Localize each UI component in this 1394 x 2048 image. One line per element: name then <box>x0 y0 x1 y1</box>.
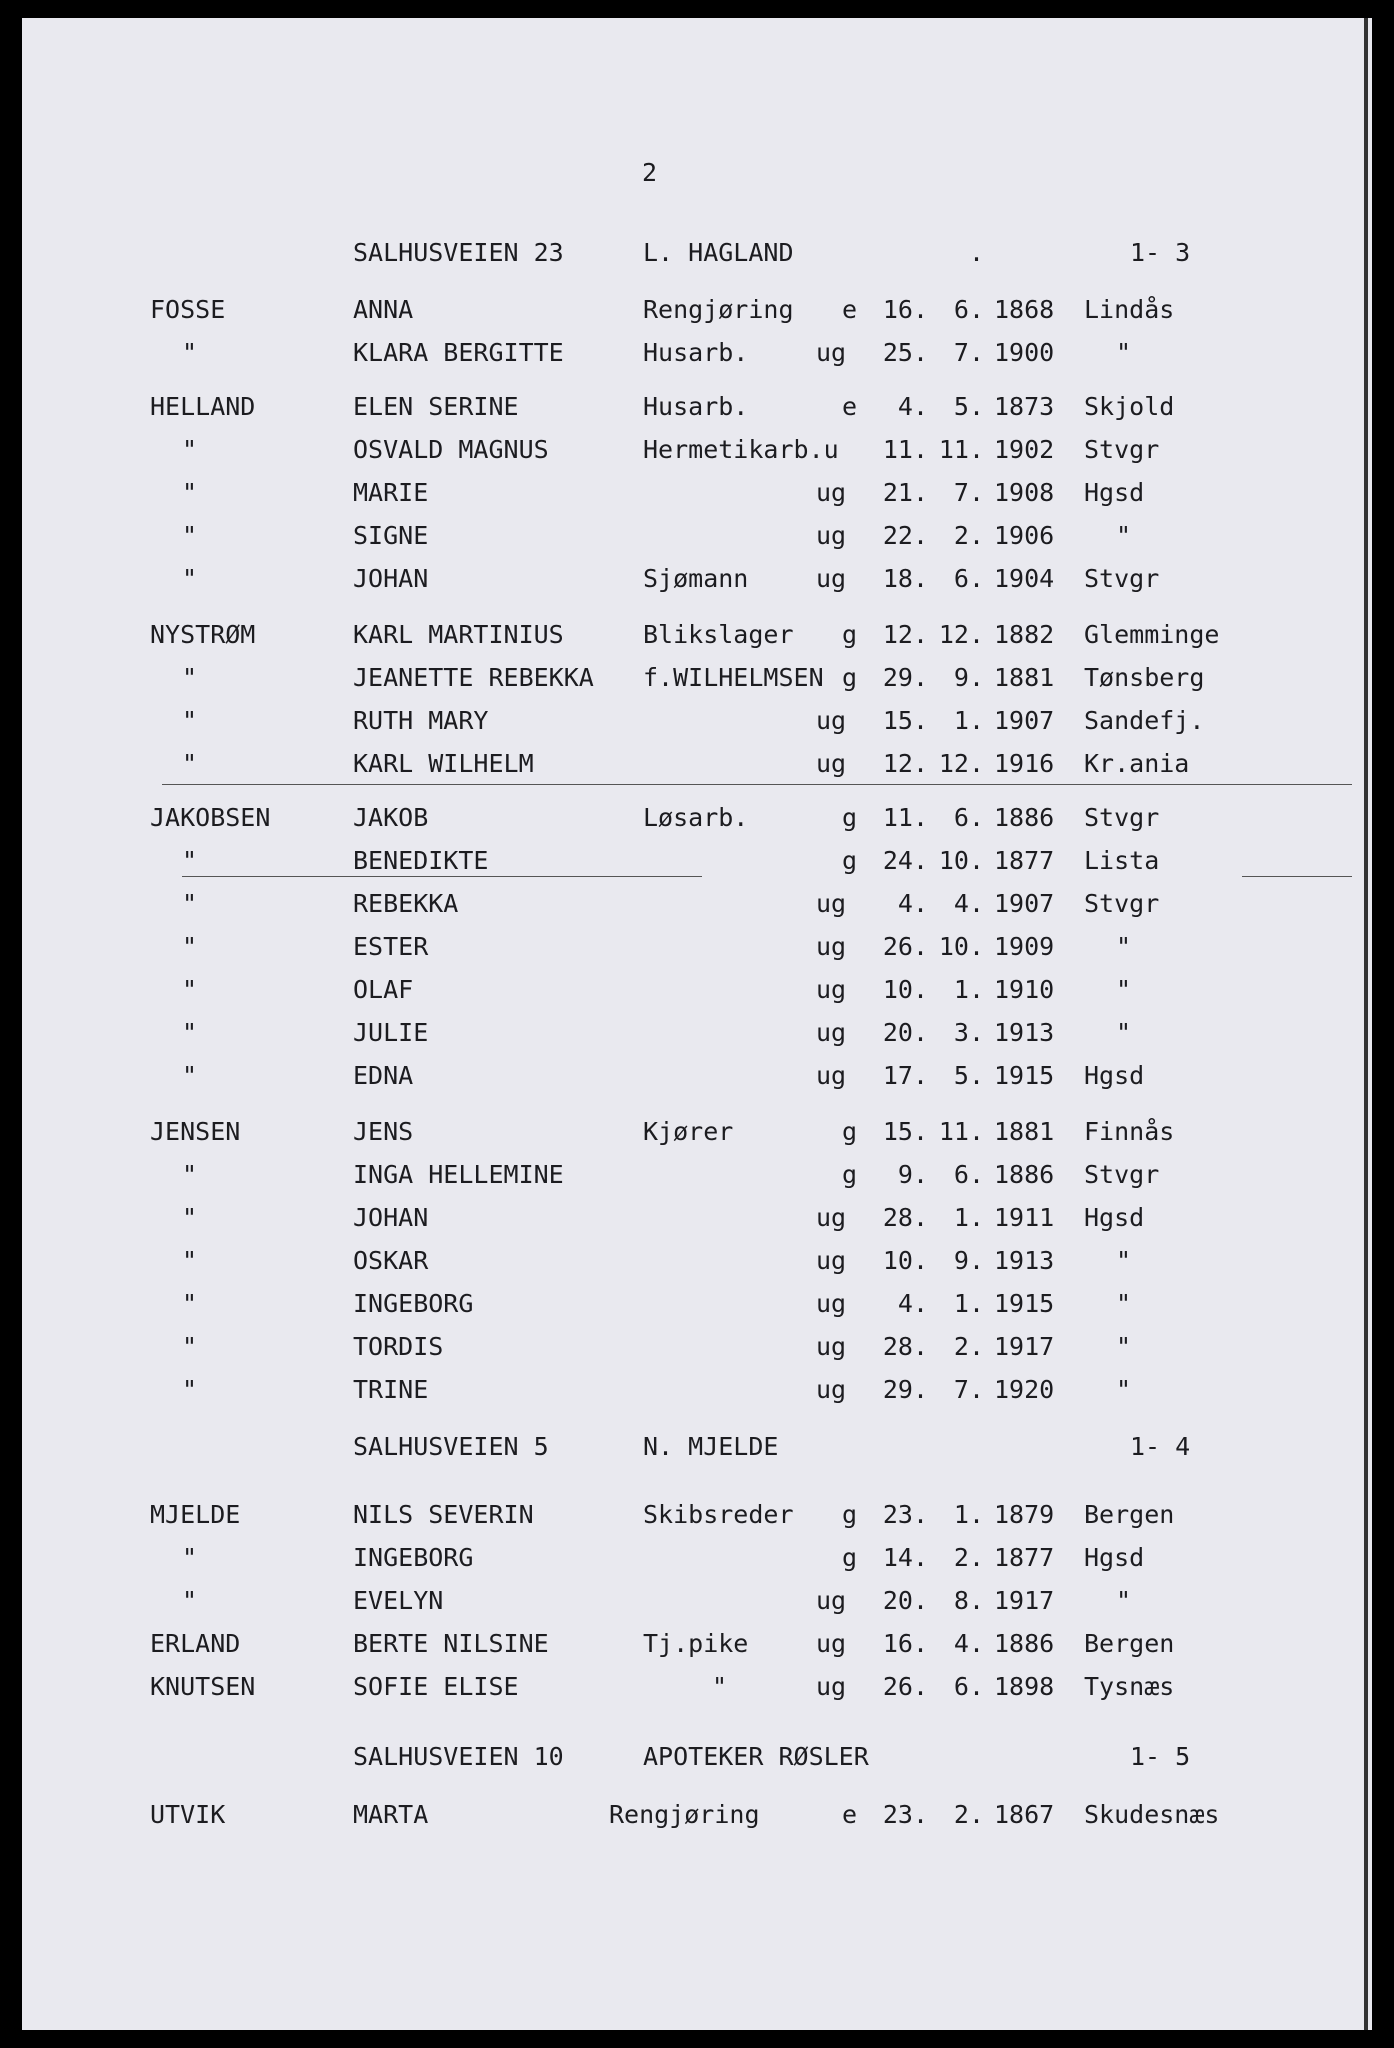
address-header <box>22 236 1372 270</box>
birth-year: 1913 <box>994 1018 1055 1047</box>
birthplace: " <box>1116 932 1132 961</box>
address-header <box>22 1430 1372 1464</box>
marital-status: g <box>842 1500 858 1529</box>
first-name: REBEKKA <box>353 889 459 918</box>
first-name: MARIE <box>353 478 429 507</box>
birth-month: 6. <box>953 1672 984 1701</box>
marital-status: ug <box>816 975 847 1004</box>
person-row <box>22 1498 1372 1532</box>
first-name: BENEDIKTE <box>353 846 489 875</box>
person-row <box>22 336 1372 370</box>
birth-day: 28. <box>882 1203 928 1232</box>
first-name: ELEN SERINE <box>353 392 519 421</box>
marital-status: ug <box>816 478 847 507</box>
person-row <box>22 1330 1372 1364</box>
birth-day: 29. <box>882 663 928 692</box>
birth-month: 1. <box>953 1203 984 1232</box>
birth-month: 6. <box>953 564 984 593</box>
birth-day: 11. <box>882 803 928 832</box>
first-name: OSKAR <box>353 1246 429 1275</box>
surname: " <box>182 663 198 692</box>
first-name: INGEBORG <box>353 1289 474 1318</box>
birth-year: 1920 <box>994 1375 1055 1404</box>
birth-year: 1916 <box>994 749 1055 778</box>
birth-month: 1. <box>953 706 984 735</box>
house-owner: L. HAGLAND <box>643 238 794 267</box>
document-page <box>22 18 1372 2030</box>
surname: " <box>182 1586 198 1615</box>
reference-number: 1- 4 <box>1130 1432 1191 1461</box>
divider-line <box>162 784 1352 785</box>
birthplace: Glemminge <box>1084 620 1220 649</box>
birth-day: 4. <box>897 392 928 421</box>
marital-status: ug <box>816 521 847 550</box>
birth-day: 12. <box>882 749 928 778</box>
occupation: Tj.pike <box>643 1629 749 1658</box>
birthplace: " <box>1116 1332 1132 1361</box>
occupation: Skibsreder <box>643 1500 794 1529</box>
birth-month: 7. <box>953 338 984 367</box>
marital-status: g <box>842 1117 858 1146</box>
birthplace: Tysnæs <box>1084 1672 1175 1701</box>
surname: " <box>182 932 198 961</box>
birth-day: 12. <box>882 620 928 649</box>
person-row <box>22 704 1372 738</box>
first-name: JULIE <box>353 1018 429 1047</box>
birthplace: Hgsd <box>1084 1061 1145 1090</box>
first-name: BERTE NILSINE <box>353 1629 549 1658</box>
marital-status: ug <box>816 564 847 593</box>
birth-year: 1877 <box>994 1543 1055 1572</box>
birthplace: Kr.ania <box>1084 749 1190 778</box>
person-row <box>22 1373 1372 1407</box>
birth-month: 6. <box>953 803 984 832</box>
person-row <box>22 618 1372 652</box>
birth-year: 1909 <box>994 932 1055 961</box>
surname: " <box>182 1332 198 1361</box>
birth-month: 6. <box>953 1160 984 1189</box>
marital-status: ug <box>816 1672 847 1701</box>
marital-status: g <box>842 846 858 875</box>
birth-year: 1882 <box>994 620 1055 649</box>
divider-line <box>182 876 702 877</box>
first-name: SOFIE ELISE <box>353 1672 519 1701</box>
birth-year: 1879 <box>994 1500 1055 1529</box>
first-name: ESTER <box>353 932 429 961</box>
marital-status: ug <box>816 932 847 961</box>
surname: " <box>182 1543 198 1572</box>
person-row <box>22 801 1372 835</box>
birth-day: 16. <box>882 295 928 324</box>
birthplace: " <box>1116 521 1132 550</box>
birth-day: 20. <box>882 1018 928 1047</box>
divider-line <box>1242 876 1352 877</box>
surname: " <box>182 1160 198 1189</box>
address: SALHUSVEIEN 5 <box>353 1432 549 1461</box>
birth-month: 1. <box>953 1500 984 1529</box>
birthplace: Stvgr <box>1084 889 1160 918</box>
surname: " <box>182 975 198 1004</box>
birth-month: 10. <box>938 846 984 875</box>
ink-mark: . <box>969 238 985 267</box>
birthplace: Skjold <box>1084 392 1175 421</box>
occupation: Husarb. <box>643 338 749 367</box>
birth-day: 15. <box>882 706 928 735</box>
birthplace: Stvgr <box>1084 1160 1160 1189</box>
marital-status: ug <box>816 1586 847 1615</box>
occupation: Husarb. <box>643 392 749 421</box>
surname: MJELDE <box>150 1500 241 1529</box>
birth-year: 1908 <box>994 478 1055 507</box>
surname: NYSTRØM <box>150 620 256 649</box>
marital-status: ug <box>816 706 847 735</box>
birthplace: " <box>1116 338 1132 367</box>
birth-year: 1867 <box>994 1800 1055 1829</box>
marital-status: ug <box>816 1246 847 1275</box>
birthplace: " <box>1116 1375 1132 1404</box>
birthplace: Lista <box>1084 846 1160 875</box>
marital-status: g <box>842 620 858 649</box>
person-row <box>22 747 1372 781</box>
birth-day: 26. <box>882 932 928 961</box>
person-row <box>22 1016 1372 1050</box>
birth-year: 1886 <box>994 803 1055 832</box>
occupation: Rengjøring <box>609 1800 760 1829</box>
person-row <box>22 1158 1372 1192</box>
birth-day: 10. <box>882 975 928 1004</box>
birth-day: 28. <box>882 1332 928 1361</box>
surname: " <box>182 1061 198 1090</box>
occupation: f.WILHELMSEN <box>643 663 824 692</box>
surname: JENSEN <box>150 1117 241 1146</box>
birth-year: 1886 <box>994 1160 1055 1189</box>
birthplace: Stvgr <box>1084 803 1160 832</box>
birth-day: 25. <box>882 338 928 367</box>
birth-day: 4. <box>897 889 928 918</box>
marital-status: g <box>842 803 858 832</box>
birth-month: 5. <box>953 392 984 421</box>
first-name: TORDIS <box>353 1332 444 1361</box>
birth-day: 10. <box>882 1246 928 1275</box>
birthplace: Tønsberg <box>1084 663 1205 692</box>
surname: ERLAND <box>150 1629 241 1658</box>
birth-day: 16. <box>882 1629 928 1658</box>
birth-month: 7. <box>953 478 984 507</box>
birth-year: 1911 <box>994 1203 1055 1232</box>
birth-year: 1906 <box>994 521 1055 550</box>
birth-month: 11. <box>938 1117 984 1146</box>
first-name: EDNA <box>353 1061 414 1090</box>
birth-year: 1907 <box>994 706 1055 735</box>
surname: HELLAND <box>150 392 256 421</box>
person-row <box>22 661 1372 695</box>
marital-status: ug <box>816 889 847 918</box>
person-row <box>22 293 1372 327</box>
birthplace: Stvgr <box>1084 564 1160 593</box>
first-name: INGEBORG <box>353 1543 474 1572</box>
birth-month: 7. <box>953 1375 984 1404</box>
birth-year: 1881 <box>994 1117 1055 1146</box>
occupation: Blikslager <box>643 620 794 649</box>
birth-year: 1917 <box>994 1586 1055 1615</box>
birthplace: " <box>1116 1289 1132 1318</box>
marital-status: ug <box>816 1203 847 1232</box>
occupation: Rengjøring <box>643 295 794 324</box>
address: SALHUSVEIEN 23 <box>353 238 564 267</box>
birthplace: Bergen <box>1084 1629 1175 1658</box>
surname: UTVIK <box>150 1800 226 1829</box>
birth-day: 20. <box>882 1586 928 1615</box>
person-row <box>22 887 1372 921</box>
marital-status: e <box>842 392 858 421</box>
birthplace: Stvgr <box>1084 435 1160 464</box>
marital-status: e <box>842 295 858 324</box>
surname: " <box>182 749 198 778</box>
marital-status: ug <box>816 1375 847 1404</box>
occupation: " <box>712 1672 728 1701</box>
first-name: KARL MARTINIUS <box>353 620 564 649</box>
person-row <box>22 1059 1372 1093</box>
birth-month: 2. <box>953 1800 984 1829</box>
occupation: Kjører <box>643 1117 734 1146</box>
surname: " <box>182 706 198 735</box>
birth-day: 22. <box>882 521 928 550</box>
person-row <box>22 1584 1372 1618</box>
marital-status: ug <box>816 1289 847 1318</box>
first-name: NILS SEVERIN <box>353 1500 534 1529</box>
birth-year: 1868 <box>994 295 1055 324</box>
birth-year: 1873 <box>994 392 1055 421</box>
birth-month: 2. <box>953 1543 984 1572</box>
surname: " <box>182 338 198 367</box>
first-name: JOHAN <box>353 564 429 593</box>
occupation: Løsarb. <box>643 803 749 832</box>
birth-day: 24. <box>882 846 928 875</box>
birth-month: 9. <box>953 663 984 692</box>
page-number: 2 <box>642 158 658 187</box>
person-row <box>22 433 1372 467</box>
person-row <box>22 390 1372 424</box>
first-name: KLARA BERGITTE <box>353 338 564 367</box>
surname: " <box>182 1246 198 1275</box>
surname: " <box>182 1375 198 1404</box>
occupation: Sjømann <box>643 564 749 593</box>
birth-year: 1917 <box>994 1332 1055 1361</box>
first-name: RUTH MARY <box>353 706 489 735</box>
birth-month: 8. <box>953 1586 984 1615</box>
person-row <box>22 1201 1372 1235</box>
birth-month: 12. <box>938 620 984 649</box>
birth-year: 1915 <box>994 1061 1055 1090</box>
person-row <box>22 1798 1372 1832</box>
house-owner: APOTEKER RØSLER <box>643 1742 869 1771</box>
reference-number: 1- 5 <box>1130 1742 1191 1771</box>
birth-year: 1907 <box>994 889 1055 918</box>
birth-day: 14. <box>882 1543 928 1572</box>
birth-month: 5. <box>953 1061 984 1090</box>
marital-status: ug <box>816 1629 847 1658</box>
marital-status: g <box>842 663 858 692</box>
first-name: ANNA <box>353 295 414 324</box>
birth-month: 2. <box>953 1332 984 1361</box>
birth-year: 1881 <box>994 663 1055 692</box>
surname: " <box>182 889 198 918</box>
birth-day: 4. <box>897 1289 928 1318</box>
birthplace: Lindås <box>1084 295 1175 324</box>
marital-status: e <box>842 1800 858 1829</box>
surname: JAKOBSEN <box>150 803 271 832</box>
birth-year: 1913 <box>994 1246 1055 1275</box>
first-name: JAKOB <box>353 803 429 832</box>
surname: " <box>182 1289 198 1318</box>
birth-day: 11. <box>882 435 928 464</box>
birth-day: 23. <box>882 1800 928 1829</box>
birth-year: 1900 <box>994 338 1055 367</box>
surname: " <box>182 564 198 593</box>
person-row <box>22 1287 1372 1321</box>
first-name: JOHAN <box>353 1203 429 1232</box>
birthplace: " <box>1116 975 1132 1004</box>
person-row <box>22 1627 1372 1661</box>
birth-day: 15. <box>882 1117 928 1146</box>
marital-status: ug <box>816 1061 847 1090</box>
birth-day: 21. <box>882 478 928 507</box>
marital-status: g <box>842 1160 858 1189</box>
person-row <box>22 844 1372 878</box>
person-row <box>22 476 1372 510</box>
birthplace: Hgsd <box>1084 478 1145 507</box>
house-owner: N. MJELDE <box>643 1432 779 1461</box>
birthplace: " <box>1116 1246 1132 1275</box>
birthplace: Finnås <box>1084 1117 1175 1146</box>
person-row <box>22 973 1372 1007</box>
first-name: JEANETTE REBEKKA <box>353 663 594 692</box>
birth-month: 3. <box>953 1018 984 1047</box>
birth-year: 1910 <box>994 975 1055 1004</box>
surname: " <box>182 521 198 550</box>
birthplace: Bergen <box>1084 1500 1175 1529</box>
first-name: TRINE <box>353 1375 429 1404</box>
birthplace: Hgsd <box>1084 1203 1145 1232</box>
first-name: SIGNE <box>353 521 429 550</box>
birth-day: 18. <box>882 564 928 593</box>
birth-day: 23. <box>882 1500 928 1529</box>
person-row <box>22 1670 1372 1704</box>
person-row <box>22 1244 1372 1278</box>
birthplace: Skudesnæs <box>1084 1800 1220 1829</box>
surname: KNUTSEN <box>150 1672 256 1701</box>
birth-month: 11. <box>938 435 984 464</box>
first-name: OSVALD MAGNUS <box>353 435 549 464</box>
surname: " <box>182 1018 198 1047</box>
person-row <box>22 1115 1372 1149</box>
marital-status: ug <box>816 1332 847 1361</box>
person-row <box>22 519 1372 553</box>
birth-month: 4. <box>953 889 984 918</box>
surname: " <box>182 435 198 464</box>
first-name: INGA HELLEMINE <box>353 1160 564 1189</box>
first-name: MARTA <box>353 1800 429 1829</box>
person-row <box>22 1541 1372 1575</box>
birth-year: 1898 <box>994 1672 1055 1701</box>
birthplace: Hgsd <box>1084 1543 1145 1572</box>
birth-month: 1. <box>953 1289 984 1318</box>
first-name: KARL WILHELM <box>353 749 534 778</box>
birth-day: 29. <box>882 1375 928 1404</box>
birth-month: 2. <box>953 521 984 550</box>
reference-number: 1- 3 <box>1130 238 1191 267</box>
first-name: EVELYN <box>353 1586 444 1615</box>
surname: " <box>182 846 198 875</box>
person-row <box>22 930 1372 964</box>
marital-status: ug <box>816 338 847 367</box>
birth-month: 6. <box>953 295 984 324</box>
surname: " <box>182 1203 198 1232</box>
birth-month: 9. <box>953 1246 984 1275</box>
birth-year: 1904 <box>994 564 1055 593</box>
birth-year: 1902 <box>994 435 1055 464</box>
surname: FOSSE <box>150 295 226 324</box>
address-header <box>22 1740 1372 1774</box>
birth-year: 1886 <box>994 1629 1055 1658</box>
birth-day: 9. <box>897 1160 928 1189</box>
marital-status: ug <box>816 1018 847 1047</box>
birth-day: 17. <box>882 1061 928 1090</box>
birthplace: " <box>1116 1586 1132 1615</box>
scan-edge <box>1364 18 1368 2030</box>
first-name: JENS <box>353 1117 414 1146</box>
birth-month: 4. <box>953 1629 984 1658</box>
birth-day: 26. <box>882 1672 928 1701</box>
birthplace: " <box>1116 1018 1132 1047</box>
address: SALHUSVEIEN 10 <box>353 1742 564 1771</box>
occupation: Hermetikarb.u <box>643 435 839 464</box>
marital-status: ug <box>816 749 847 778</box>
surname: " <box>182 478 198 507</box>
marital-status: g <box>842 1543 858 1572</box>
birth-year: 1915 <box>994 1289 1055 1318</box>
birthplace: Sandefj. <box>1084 706 1205 735</box>
birth-year: 1877 <box>994 846 1055 875</box>
birth-month: 12. <box>938 749 984 778</box>
birth-month: 1. <box>953 975 984 1004</box>
person-row <box>22 562 1372 596</box>
birth-month: 10. <box>938 932 984 961</box>
first-name: OLAF <box>353 975 414 1004</box>
